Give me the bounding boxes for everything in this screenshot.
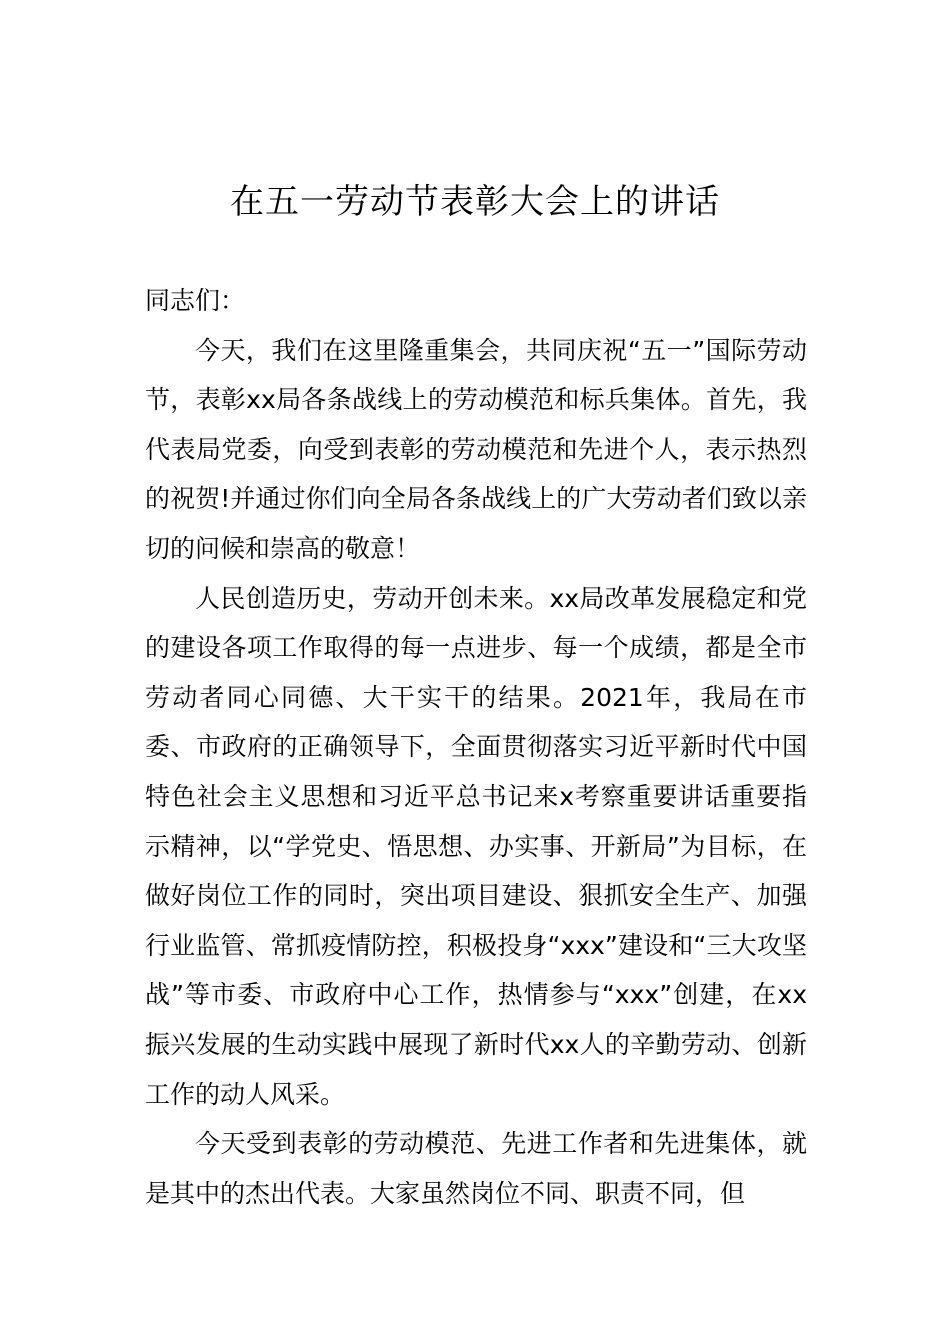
- salutation: 同志们：: [145, 286, 246, 315]
- document-body: [145, 276, 807, 1218]
- paragraph-2: 人民创造历史，劳动开创未来。xx局改革发展稳定和党的建设各项工作取得的每一点进步、每一个成绩，都是全市劳动者同心同德、大干实干的结果。2021年，我局在市委、市政府的正确领导下，全面贯彻落实习近平新时代中国特色社会主义思想和习近平总书记来x考察重要讲话重要指示精神，以“学党史、悟思想、办实事、开新局”为目标，在做好岗位工作的同时，突出项目建设、狠抓安全生产、加强行业监管、常抓疫情防控，积极投身“xxx”建设和“三大攻坚战”等市委、市政府中心工作，热情参与“xxx”创建，在xx振兴发展的生动实践中展现了新时代xx人的辛勤劳动、创新工作的动人风采。: [145, 583, 807, 1109]
- paragraph-1: 今天，我们在这里隆重集会，共同庆祝“五一”国际劳动节，表彰xx局各条战线上的劳动模范和标兵集体。首先，我代表局党委，向受到表彰的劳动模范和先进个人，表示热烈的祝贺!并通过你们向全局各条战线上的广大劳动者们致以亲切的问候和崇高的敬意！: [145, 335, 807, 563]
- paragraph-3: 今天受到表彰的劳动模范、先进工作者和先进集体，就是其中的杰出代表。大家虽然岗位不同、职责不同，但: [145, 1129, 807, 1208]
- document-title: 在五一劳动节表彰大会上的讲话: [230, 182, 720, 222]
